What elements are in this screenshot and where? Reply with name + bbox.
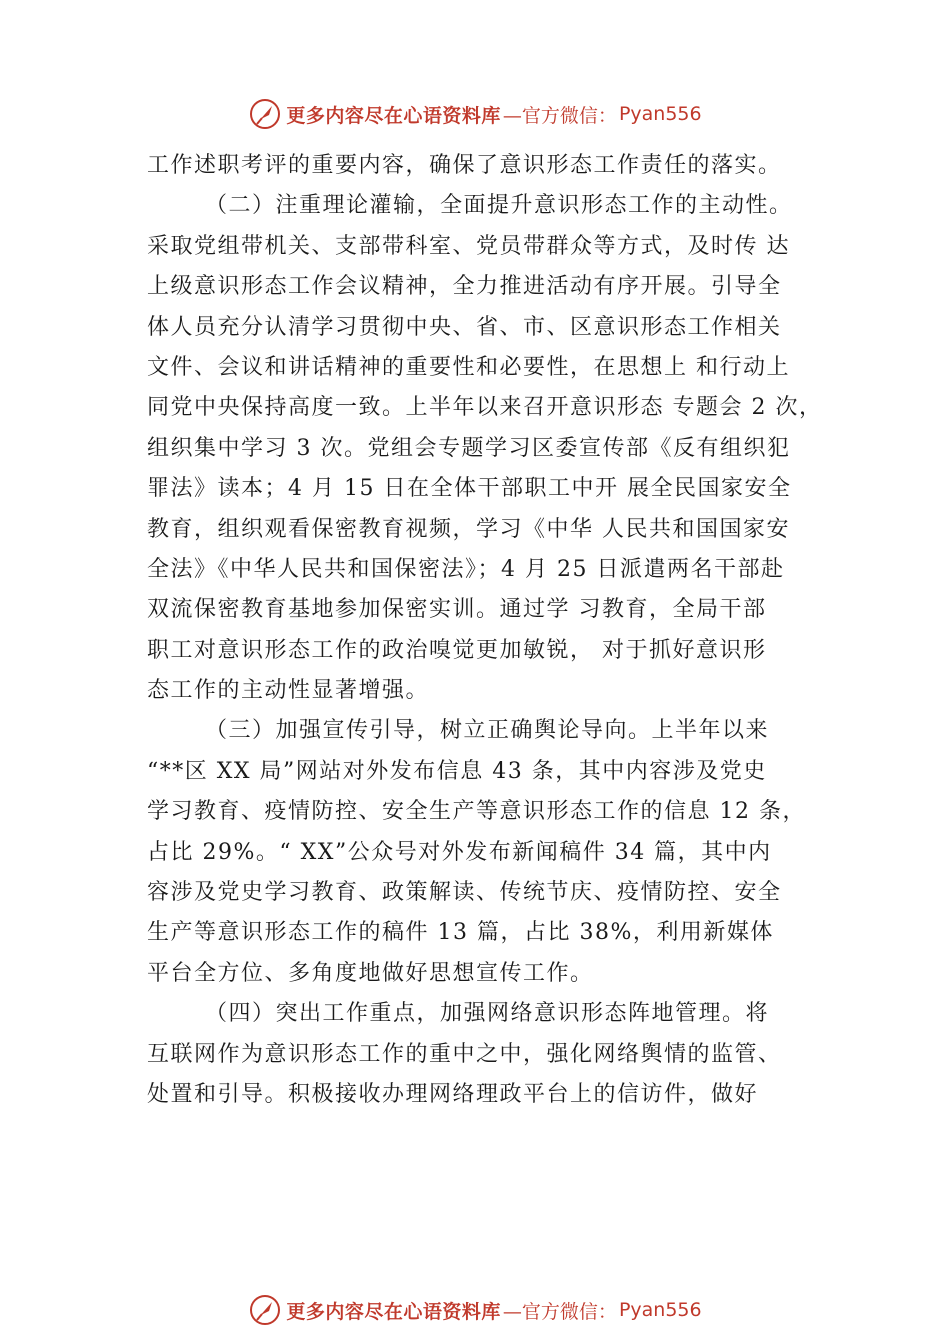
text-line: 全法》《中华人民共和国保密法》；4 月 25 日派遣两名干部赴 xyxy=(147,556,785,582)
text-line: 体人员充分认清学习贯彻中央、省、市、区意识形态工作相关 xyxy=(147,314,782,340)
text-line: 双流保密教育基地参加保密实训。通过学 习教育，全局干部 xyxy=(147,597,767,623)
text-line: 态工作的主动性显著增强。 xyxy=(147,678,430,704)
document-body xyxy=(147,146,837,1115)
text-line: 罪法》读本；4 月 15 日在全体干部职工中开 展全民国家安全 xyxy=(147,476,792,502)
wechat-id: Pyan556 xyxy=(618,1299,702,1321)
text-line: 容涉及党史学习教育、政策解读、传统节庆、疫情防控、安全 xyxy=(147,880,782,906)
text-line: 同党中央保持高度一致。上半年以来召开意识形态 专题会 2 次， xyxy=(147,395,823,421)
text-line: “**区 XX 局”网站对外发布信息 43 条，其中内容涉及党史 xyxy=(147,758,767,784)
text-line: 上级意识形态工作会议精神，全力推进活动有序开展。引导全 xyxy=(147,274,782,300)
banner-title: 更多内容尽在心语资料库 xyxy=(286,1300,501,1323)
section-heading-4: （四）突出工作重点，加强网络意识形态阵地管理。将 xyxy=(205,1001,770,1027)
banner-separator: —官方微信： xyxy=(502,1300,617,1323)
text-line: 互联网作为意识形态工作的重中之中，强化网络舆情的监管、 xyxy=(147,1041,782,1067)
text-line: 生产等意识形态工作的稿件 13 篇，占比 38%，利用新媒体 xyxy=(147,920,774,946)
text-line: 工作述职考评的重要内容，确保了意识形态工作责任的落实。 xyxy=(147,153,782,178)
text-line: 平台全方位、多角度地做好思想宣传工作。 xyxy=(147,960,594,986)
header-banner xyxy=(0,94,950,134)
footer-banner xyxy=(0,1290,950,1330)
text-line: 学习教育、疫情防控、安全生产等意识形态工作的信息 12 条， xyxy=(147,799,806,825)
text-line: 处置和引导。积极接收办理网络理政平台上的信访件，做好 xyxy=(147,1081,759,1107)
banner-separator: —官方微信： xyxy=(502,104,617,127)
text-line: 文件、会议和讲话精神的重要性和必要性，在思想上 和行动上 xyxy=(147,354,790,380)
text-line: 组织集中学习 3 次。党组会专题学习区委宣传部《反有组织犯 xyxy=(147,435,791,461)
section-heading-2: （二）注重理论灌输，全面提升意识形态工作的主动性。 xyxy=(205,193,793,219)
text-line: 教育，组织观看保密教育视频，学习《中华 人民共和国国家安 xyxy=(147,516,790,542)
text-line: 采取党组带机关、支部带科室、党员带群众等方式，及时传 达 xyxy=(147,233,790,259)
quill-logo-icon xyxy=(248,1293,282,1327)
wechat-id: Pyan556 xyxy=(618,103,702,125)
text-line: 职工对意识形态工作的政治嗅觉更加敏锐， 对于抓好意识形 xyxy=(147,637,767,663)
text-line: 占比 29%。“ XX”公众号对外发布新闻稿件 34 篇，其中内 xyxy=(147,839,772,865)
quill-logo-icon xyxy=(248,97,282,131)
section-heading-3: （三）加强宣传引导，树立正确舆论导向。上半年以来 xyxy=(205,718,770,744)
banner-title: 更多内容尽在心语资料库 xyxy=(286,104,501,127)
